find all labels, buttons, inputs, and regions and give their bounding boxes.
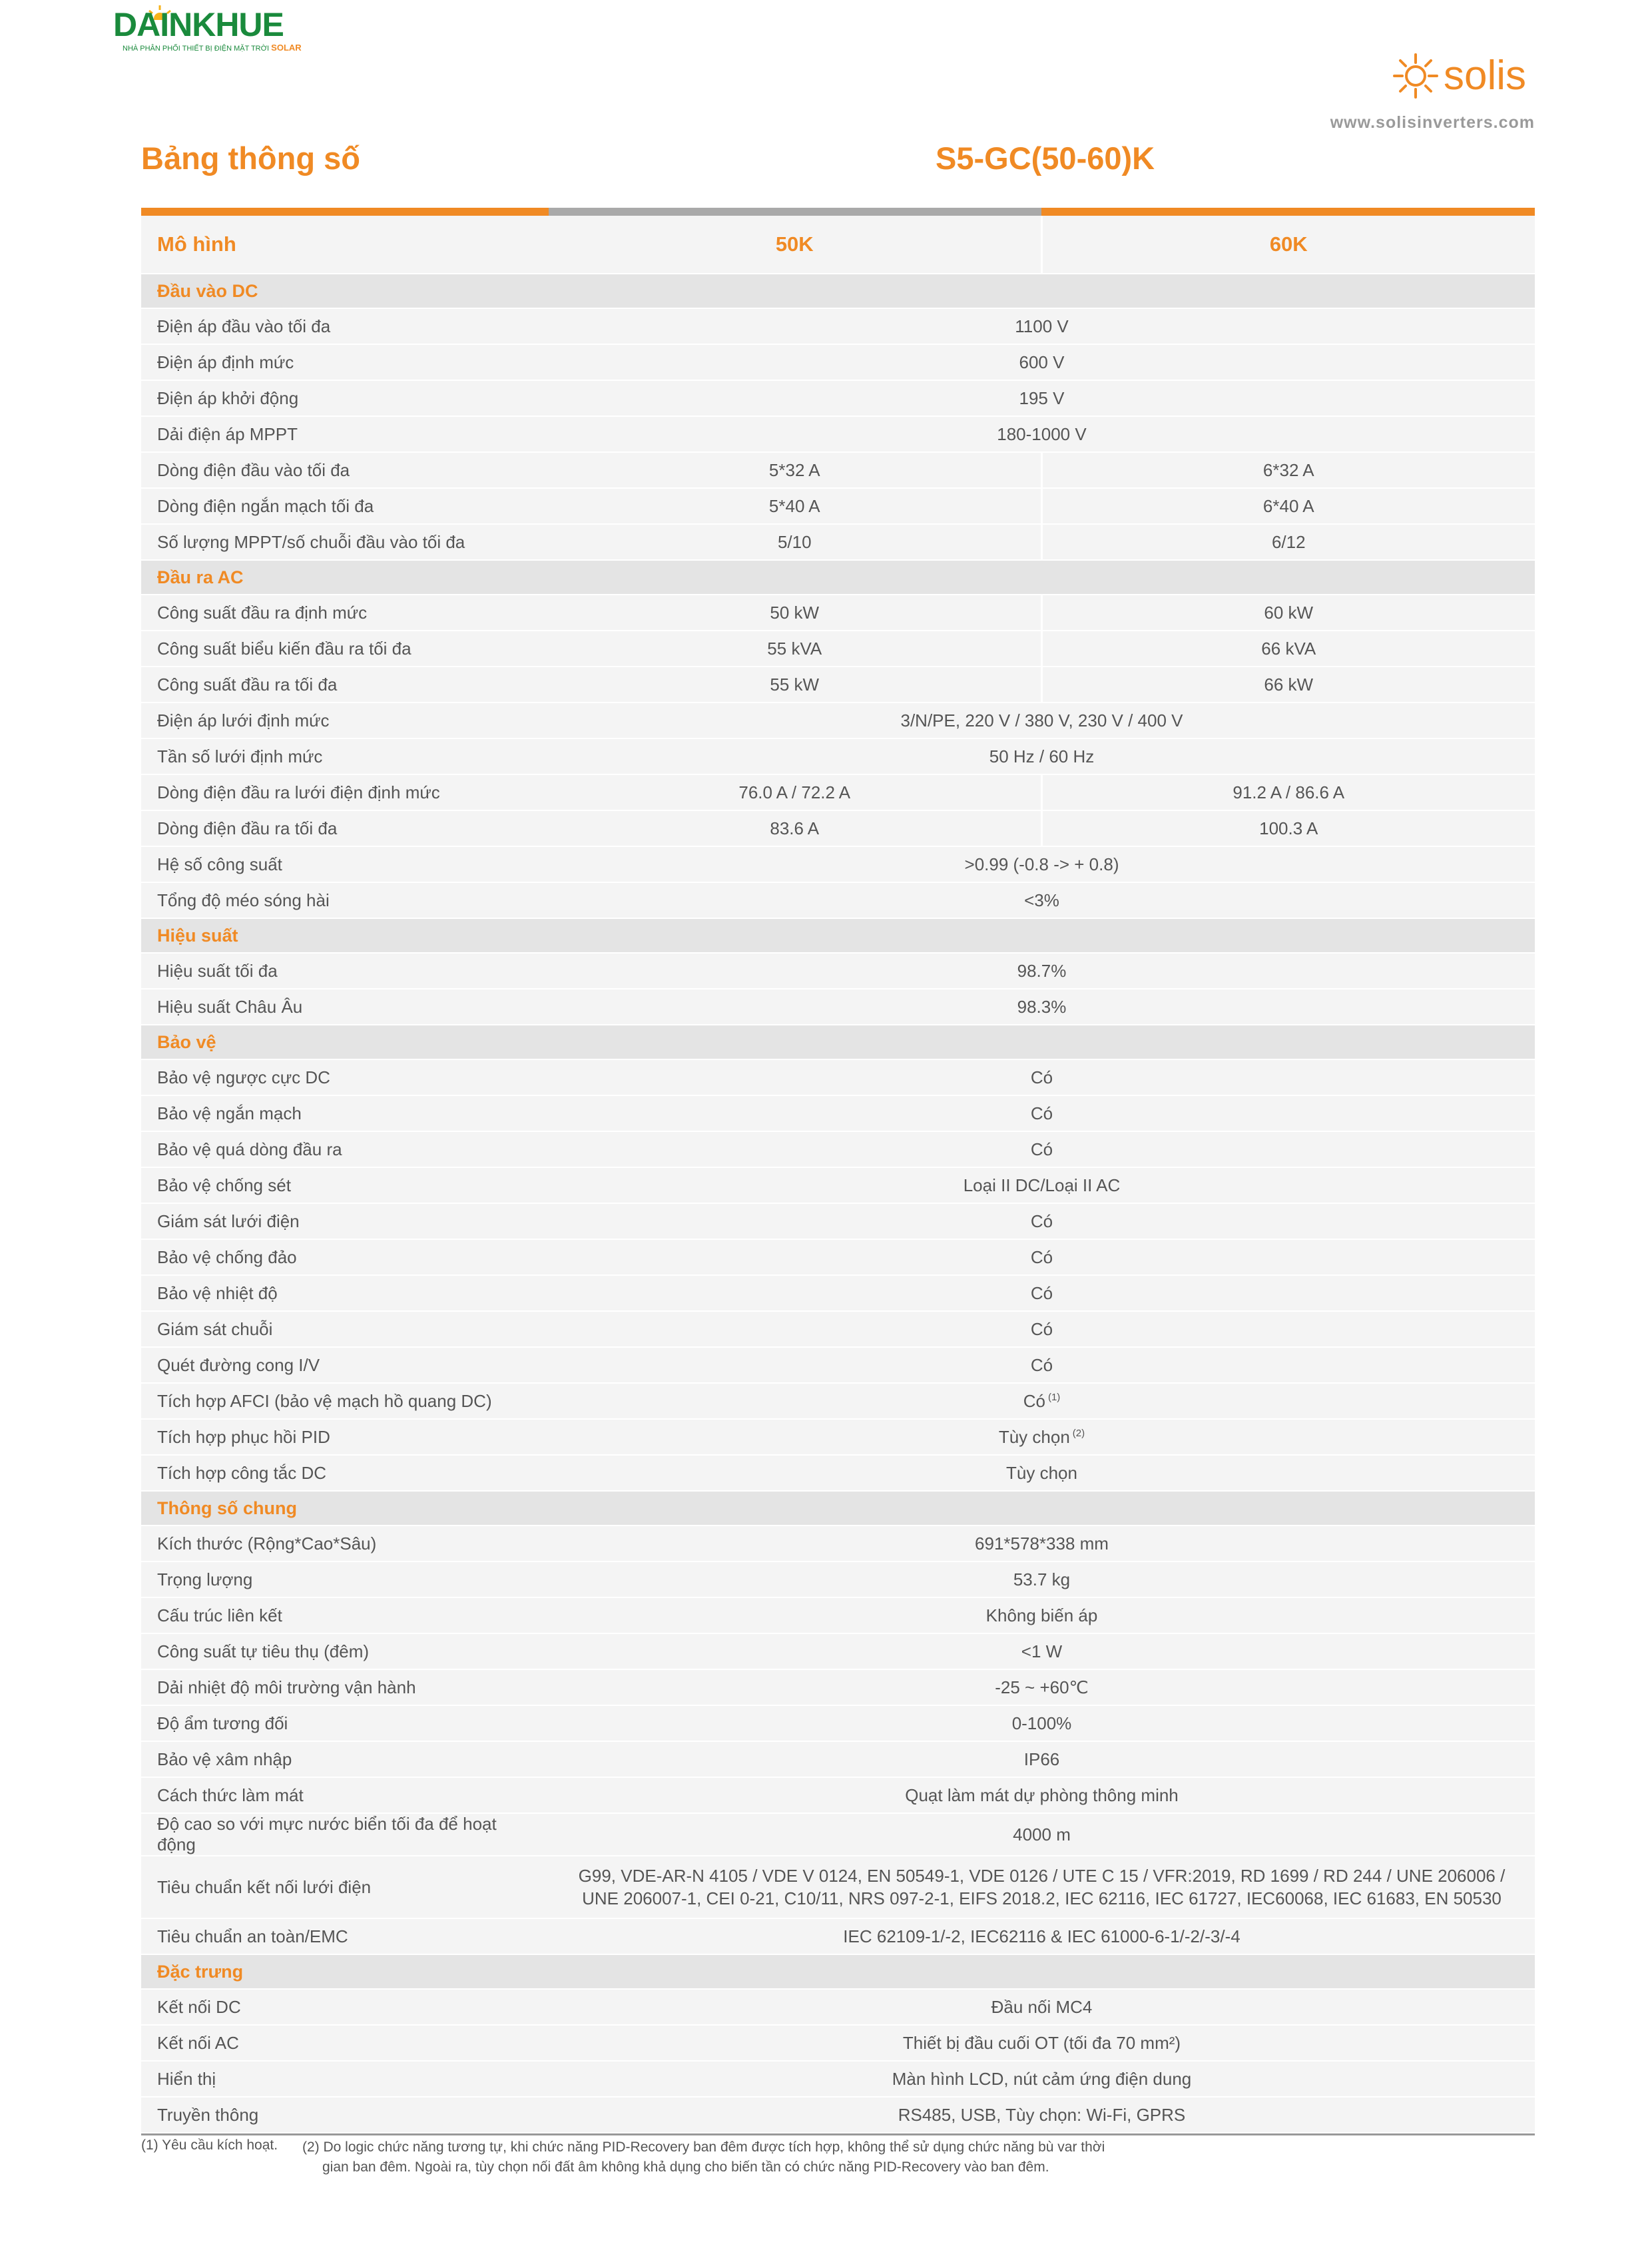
row-value: Không biến áp [549, 1597, 1535, 1633]
footnote-2: (2) Do logic chức năng tương tự, khi chức năng PID-Recovery ban đêm được tích hợp, không thể sử dụng chức năng bù var thời gian ban đêm. Ngoài ra, tùy chọn nối đất âm không khả dụng cho biến tần có chức năng PID-Recovery vào ban đêm. [302, 2139, 1105, 2175]
row-value: 691*578*338 mm [549, 1526, 1535, 1561]
table-row [141, 989, 1535, 1025]
row-label: Dải nhiệt độ môi trường vận hành [141, 1669, 549, 1705]
solis-wordmark: solis [1444, 53, 1527, 99]
row-value: <1 W [549, 1633, 1535, 1669]
section-title: Bảo vệ [141, 1025, 1535, 1059]
row-label: Tích hợp AFCI (bảo vệ mạch hồ quang DC) [141, 1383, 549, 1419]
table-row [141, 1383, 1535, 1419]
row-value-50k: 55 kVA [549, 631, 1041, 667]
row-value-60k: 6*32 A [1041, 452, 1535, 488]
row-value: Có [549, 1239, 1535, 1275]
row-label: Số lượng MPPT/số chuỗi đầu vào tối đa [141, 524, 549, 560]
row-value-50k: 5*40 A [549, 488, 1041, 524]
table-row [141, 1633, 1535, 1669]
row-value: IP66 [549, 1741, 1535, 1777]
table-row [141, 846, 1535, 882]
row-value: Tùy chọn $^{(2)}$ [549, 1419, 1535, 1455]
row-label: Công suất tự tiêu thụ (đêm) [141, 1633, 549, 1669]
row-label: Điện áp khởi động [141, 380, 549, 416]
section-header [141, 1491, 1535, 1526]
row-label: Cấu trúc liên kết [141, 1597, 549, 1633]
table-row [141, 1777, 1535, 1813]
table-row [141, 882, 1535, 918]
table-row [141, 1311, 1535, 1347]
row-value: 98.3% [549, 989, 1535, 1025]
row-label: Tích hợp công tắc DC [141, 1455, 549, 1491]
section-header [141, 274, 1535, 308]
section-header [141, 1025, 1535, 1059]
row-value: 0-100% [549, 1705, 1535, 1741]
row-value: Loại II DC/Loại II AC [549, 1167, 1535, 1203]
row-label: Bảo vệ chống sét [141, 1167, 549, 1203]
footnote-ref: (1) [1047, 1391, 1061, 1403]
row-value: Thiết bị đầu cuối OT (tối đa 70 mm²) [549, 2025, 1535, 2061]
row-label: Độ cao so với mực nước biển tối đa để hoạt động [141, 1813, 549, 1856]
table-row [141, 1989, 1535, 2025]
row-value-60k: 6/12 [1041, 524, 1535, 560]
row-value: 53.7 kg [549, 1561, 1535, 1597]
distributor-tagline: NHÀ PHÂN PHỐI THIẾT BỊ ĐIỆN MẶT TRỜI SOLAR [123, 43, 302, 53]
row-value: Đầu nối MC4 [549, 1989, 1535, 2025]
row-value-50k: 55 kW [549, 667, 1041, 702]
row-value: Màn hình LCD, nút cảm ứng điện dung [549, 2061, 1535, 2097]
row-label: Tần số lưới định mức [141, 738, 549, 774]
footnote-1: (1) Yêu cầu kích hoạt. [141, 2137, 278, 2153]
row-label: Dải điện áp MPPT [141, 416, 549, 452]
row-value: 600 V [549, 344, 1535, 380]
row-value-60k: 6*40 A [1041, 488, 1535, 524]
row-label: Kết nối AC [141, 2025, 549, 2061]
table-row [141, 416, 1535, 452]
row-label: Giám sát chuỗi [141, 1311, 549, 1347]
top-bar-gray [549, 208, 1041, 216]
row-label: Kết nối DC [141, 1989, 549, 2025]
row-label: Bảo vệ quá dòng đầu ra [141, 1131, 549, 1167]
row-label: Dòng điện đầu ra lưới điện định mức [141, 774, 549, 810]
row-value: 50 Hz / 60 Hz [549, 738, 1535, 774]
row-label: Điện áp lưới định mức [141, 702, 549, 738]
row-value: -25 ~ +60℃ [549, 1669, 1535, 1705]
header-model-label: Mô hình [141, 216, 549, 274]
row-label: Dòng điện đầu vào tối đa [141, 452, 549, 488]
row-label: Bảo vệ ngắn mạch [141, 1095, 549, 1131]
row-value: RS485, USB, Tùy chọn: Wi-Fi, GPRS [549, 2097, 1535, 2133]
row-value: 1100 V [549, 308, 1535, 344]
solis-logo [1392, 52, 1535, 100]
row-value-50k: 5/10 [549, 524, 1041, 560]
section-title: Đầu ra AC [141, 560, 1535, 595]
row-value-60k: 91.2 A / 86.6 A [1041, 774, 1535, 810]
table-row [141, 1813, 1535, 1856]
table-row [141, 1597, 1535, 1633]
row-label: Bảo vệ xâm nhập [141, 1741, 549, 1777]
top-bar-orange-left [141, 208, 549, 216]
footnote-ref: (2) [1072, 1427, 1085, 1439]
row-value: Có [549, 1131, 1535, 1167]
distributor-logo [113, 5, 306, 52]
row-value-50k: 5*32 A [549, 452, 1041, 488]
header-col-60k: 60K [1041, 216, 1535, 274]
distributor-brand: DAINKHUE [113, 6, 284, 43]
row-label: Dòng điện ngắn mạch tối đa [141, 488, 549, 524]
header-col-50k: 50K [549, 216, 1041, 274]
row-value-50k: 76.0 A / 72.2 A [549, 774, 1041, 810]
row-label: Bảo vệ ngược cực DC [141, 1059, 549, 1095]
table-bottom-line [141, 2133, 1535, 2135]
row-value-50k: 50 kW [549, 595, 1041, 631]
row-label: Công suất biểu kiến đầu ra tối đa [141, 631, 549, 667]
row-label: Trọng lượng [141, 1561, 549, 1597]
row-label: Tích hợp phục hồi PID [141, 1419, 549, 1455]
row-label: Quét đường cong I/V [141, 1347, 549, 1383]
row-label: Tiêu chuẩn kết nối lưới điện [141, 1856, 549, 1918]
table-row [141, 380, 1535, 416]
section-header [141, 918, 1535, 953]
row-value: Có [549, 1311, 1535, 1347]
website: www.solisinverters.com [1330, 113, 1535, 132]
row-value-60k: 60 kW [1041, 595, 1535, 631]
table-row [141, 1239, 1535, 1275]
row-value: Có $^{(1)}$ [549, 1383, 1535, 1419]
row-value-50k: 83.6 A [549, 810, 1041, 846]
table-row [141, 738, 1535, 774]
table-row [141, 1131, 1535, 1167]
top-bar-orange-right [1041, 208, 1535, 216]
table-row [141, 1167, 1535, 1203]
spec-table [141, 216, 1535, 2133]
row-label: Hệ số công suất [141, 846, 549, 882]
row-value: >0.99 (-0.8 -> + 0.8) [549, 846, 1535, 882]
table-row [141, 702, 1535, 738]
table-row [141, 1856, 1535, 1918]
table-row [141, 595, 1535, 631]
row-label: Hiệu suất Châu Âu [141, 989, 549, 1025]
section-title: Hiệu suất [141, 918, 1535, 953]
row-value: G99, VDE-AR-N 4105 / VDE V 0124, EN 50549-1, VDE 0126 / UTE C 15 / VFR:2019, RD 1699 / RD 244 / UNE 206006 / UNE 206007-1, CEI 0-21, C10/11, NRS 097-2-1, EIFS 2018.2, IEC 62116, IEC 61727, IEC60068, IEC 61683, EN 50530 [549, 1856, 1535, 1918]
row-label: Điện áp định mức [141, 344, 549, 380]
table-row [141, 1526, 1535, 1561]
table-row [141, 2061, 1535, 2097]
row-label: Kích thước (Rộng*Cao*Sâu) [141, 1526, 549, 1561]
row-value: Có [549, 1347, 1535, 1383]
row-value: Tùy chọn [549, 1455, 1535, 1491]
page-title: Bảng thông số [141, 140, 360, 176]
row-label: Truyền thông [141, 2097, 549, 2133]
solis-sun-icon [1392, 52, 1440, 100]
table-row [141, 1741, 1535, 1777]
table-row [141, 631, 1535, 667]
table-row [141, 2025, 1535, 2061]
row-value: Quạt làm mát dự phòng thông minh [549, 1777, 1535, 1813]
row-value: 180-1000 V [549, 416, 1535, 452]
row-value: IEC 62109-1/-2, IEC62116 & IEC 61000-6-1/-2/-3/-4 [549, 1918, 1535, 1954]
row-value: <3% [549, 882, 1535, 918]
table-row [141, 1918, 1535, 1954]
row-value: Có [549, 1203, 1535, 1239]
table-row [141, 667, 1535, 702]
row-label: Giám sát lưới điện [141, 1203, 549, 1239]
row-label: Điện áp đầu vào tối đa [141, 308, 549, 344]
row-value: Có [549, 1059, 1535, 1095]
row-label: Dòng điện đầu ra tối đa [141, 810, 549, 846]
row-label: Tiêu chuẩn an toàn/EMC [141, 1918, 549, 1954]
row-value: 3/N/PE, 220 V / 380 V, 230 V / 400 V [549, 702, 1535, 738]
table-row [141, 1419, 1535, 1455]
row-label: Công suất đầu ra tối đa [141, 667, 549, 702]
table-row [141, 524, 1535, 560]
table-row [141, 1561, 1535, 1597]
table-header-row [141, 216, 1535, 274]
table-row [141, 774, 1535, 810]
row-label: Hiển thị [141, 2061, 549, 2097]
row-value: 195 V [549, 380, 1535, 416]
row-label: Công suất đầu ra định mức [141, 595, 549, 631]
row-value: 4000 m [549, 1813, 1535, 1856]
table-row [141, 344, 1535, 380]
row-label: Bảo vệ nhiệt độ [141, 1275, 549, 1311]
row-value: Có [549, 1095, 1535, 1131]
table-row [141, 1059, 1535, 1095]
table-row [141, 953, 1535, 989]
table-row [141, 2097, 1535, 2133]
row-value-60k: 66 kVA [1041, 631, 1535, 667]
row-value-60k: 100.3 A [1041, 810, 1535, 846]
row-label: Độ ẩm tương đối [141, 1705, 549, 1741]
table-row [141, 1095, 1535, 1131]
table-row [141, 488, 1535, 524]
section-title: Đầu vào DC [141, 274, 1535, 308]
table-row [141, 1275, 1535, 1311]
row-value: 98.7% [549, 953, 1535, 989]
row-value-60k: 66 kW [1041, 667, 1535, 702]
model-title: S5-GC(50-60)K [936, 140, 1155, 176]
table-row [141, 1203, 1535, 1239]
table-row [141, 452, 1535, 488]
table-row [141, 810, 1535, 846]
table-row [141, 1705, 1535, 1741]
row-label: Bảo vệ chống đảo [141, 1239, 549, 1275]
section-header [141, 1954, 1535, 1989]
table-row [141, 1347, 1535, 1383]
section-header [141, 560, 1535, 595]
table-row [141, 308, 1535, 344]
row-label: Tổng độ méo sóng hài [141, 882, 549, 918]
row-label: Cách thức làm mát [141, 1777, 549, 1813]
section-title: Thông số chung [141, 1491, 1535, 1526]
table-row [141, 1669, 1535, 1705]
section-title: Đặc trưng [141, 1954, 1535, 1989]
table-row [141, 1455, 1535, 1491]
row-label: Hiệu suất tối đa [141, 953, 549, 989]
row-value: Có [549, 1275, 1535, 1311]
